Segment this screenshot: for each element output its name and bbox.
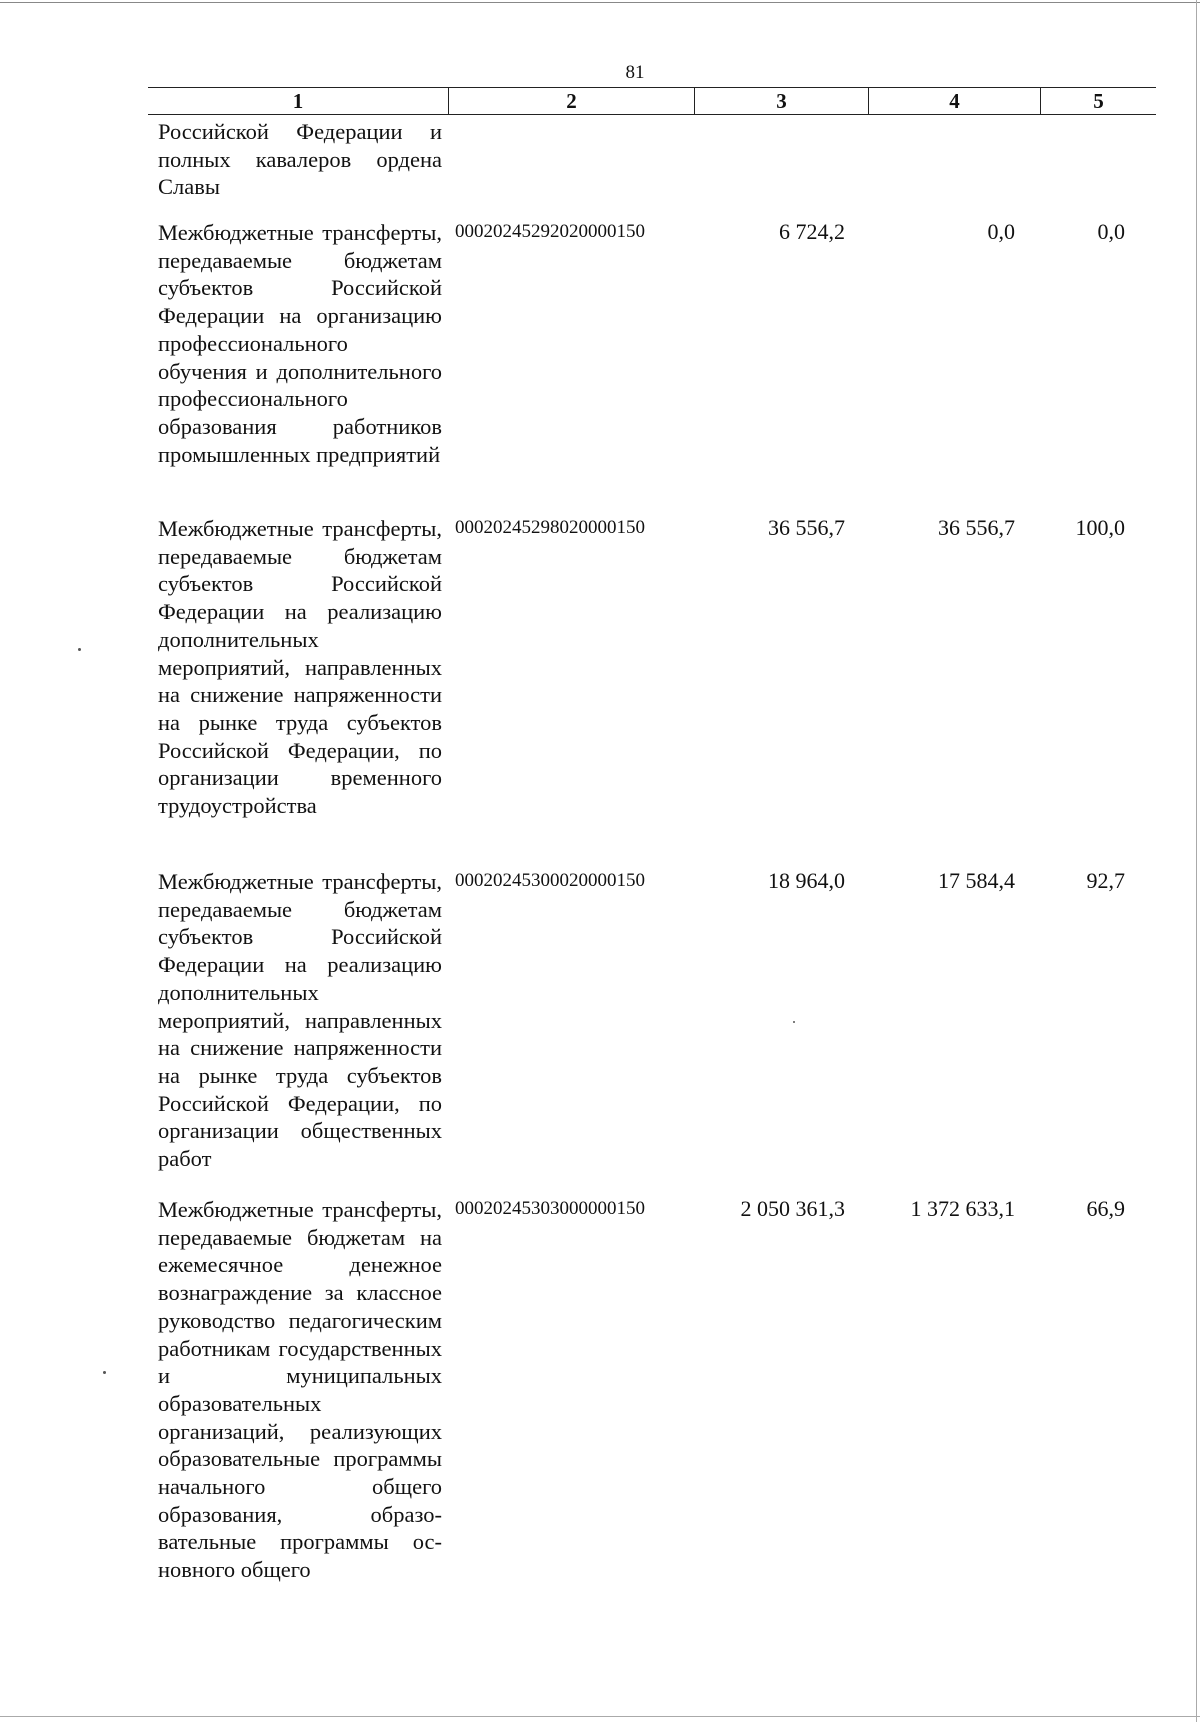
- row-value-5: 0,0: [1097, 219, 1125, 244]
- row-description: Межбюджетные трансферты, передаваемые бюджетам субъектов Российской Федерации на организацию профессионального обучения и дополнительного профессионального образования работников промышленных предприятий: [158, 220, 442, 467]
- column-header-4: 4: [868, 88, 1040, 114]
- column-header-3: 3: [694, 88, 868, 114]
- scan-edge-top: [0, 2, 1200, 3]
- scan-speck: [78, 648, 81, 651]
- row-value-3: 36 556,7: [768, 515, 845, 540]
- scan-speck: [103, 1371, 106, 1374]
- row-value-4: 17 584,4: [938, 868, 1015, 893]
- row-value-5: 66,9: [1086, 1196, 1125, 1221]
- column-header-1: 1: [292, 89, 304, 113]
- scan-edge-bottom: [0, 1716, 1200, 1717]
- row-value-3: 6 724,2: [779, 219, 845, 244]
- column-header-5: 5: [1040, 88, 1156, 114]
- column-header-2: 2: [448, 88, 694, 114]
- row-code: 00020245303000000150: [455, 1198, 645, 1219]
- scan-speck: [793, 1021, 795, 1023]
- row-value-3: 2 050 361,3: [740, 1196, 845, 1221]
- row-description: Межбюджетные трансферты, передаваемые бюджетам субъектов Российской Федерации на реализацию дополнительных мероприятий, направленных на снижение напряженности на рынке труда субъектов Российской Федерации, по организации общественных работ: [158, 869, 442, 1172]
- row-code: 00020245300020000150: [455, 870, 645, 891]
- scan-edge-right: [1196, 0, 1197, 1722]
- continuation-text: Российской Федерации и полных кавалеров ордена Славы: [158, 119, 442, 200]
- table-header: [148, 87, 1156, 115]
- row-code: 00020245292020000150: [455, 221, 645, 242]
- row-value-5: 100,0: [1075, 515, 1125, 540]
- row-value-4: 36 556,7: [938, 515, 1015, 540]
- page-number: 81: [625, 62, 645, 83]
- row-value-3: 18 964,0: [768, 868, 845, 893]
- row-value-4: 0,0: [987, 219, 1015, 244]
- row-description: Межбюджетные трансферты, передаваемые бюджетам на ежемесячное денежное вознаграждение за классное руководство педагогическим работникам государственных и муниципальных образовательных организаций, реализующих образовательные программы начального общего образования, образовательные программы основного общего: [158, 1197, 442, 1583]
- row-code: 00020245298020000150: [455, 517, 645, 538]
- row-value-4: 1 372 633,1: [910, 1196, 1015, 1221]
- row-value-5: 92,7: [1086, 868, 1125, 893]
- row-description: Межбюджетные трансферты, передаваемые бюджетам субъектов Российской Федерации на реализацию дополнительных мероприятий, направленных на снижение напряженности на рынке труда субъектов Российской Федерации, по организации временного трудоустройства: [158, 516, 442, 819]
